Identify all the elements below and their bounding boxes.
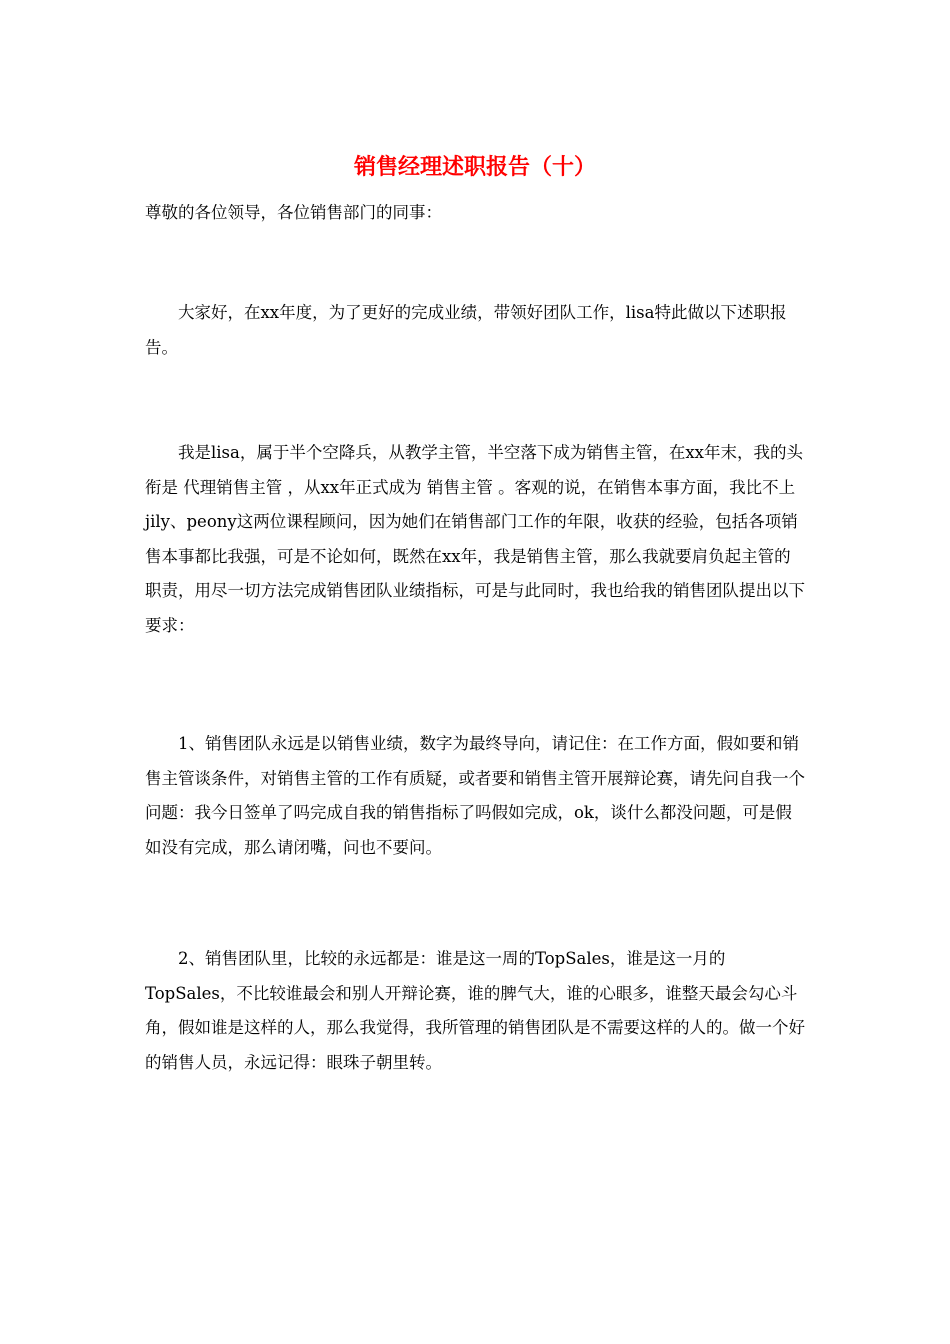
- paragraph-requirement-1: 1、销售团队永远是以销售业绩，数字为最终导向，请记住：在工作方面，假如要和销售主管谈条件，对销售主管的工作有质疑，或者要和销售主管开展辩论赛，请先问自我一个问题：我今日签单了吗完成自我的销售指标了吗假如完成，ok，谈什么都没问题，可是假如没有完成，那么请闭嘴，问也不要问。: [145, 734, 805, 857]
- paragraph-background: 我是lisa，属于半个空降兵，从教学主管，半空落下成为销售主管，在xx年末，我的头衔是 代理销售主管 ，从xx年正式成为 销售主管 。客观的说，在销售本事方面，我比不上jily、peony这两位课程顾问，因为她们在销售部门工作的年限，收获的经验，包括各项销售本事都比我强，可是不论如何，既然在xx年，我是销售主管，那么我就要肩负起主管的职责，用尽一切方法完成销售团队业绩指标，可是与此同时，我也给我的销售团队提出以下要求：: [145, 443, 805, 635]
- paragraph-intro: 大家好，在xx年度，为了更好的完成业绩，带领好团队工作，lisa特此做以下述职报告。: [145, 303, 787, 357]
- salutation: 尊敬的各位领导，各位销售部门的同事：: [145, 203, 442, 222]
- document-title: 销售经理述职报告（十）: [353, 154, 596, 180]
- paragraph-requirement-2: 2、销售团队里，比较的永远都是：谁是这一周的TopSales，谁是这一月的TopSales，不比较谁最会和别人开辩论赛，谁的脾气大，谁的心眼多，谁整天最会勾心斗角，假如谁是这样的人，那么我觉得，我所管理的销售团队是不需要这样的人的。做一个好的销售人员，永远记得：眼珠子朝里转。: [145, 949, 805, 1072]
